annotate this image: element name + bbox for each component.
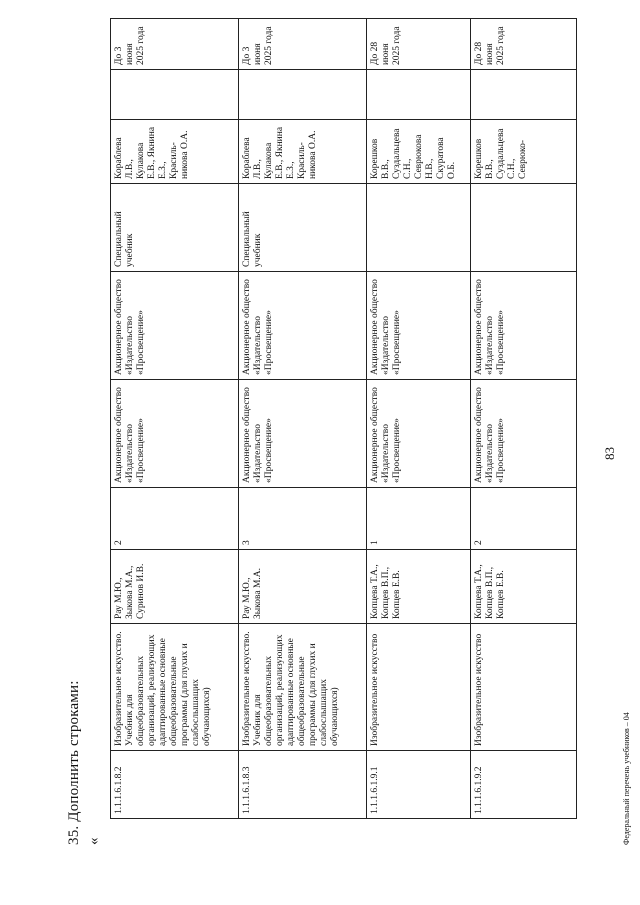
- cell-extra: [111, 70, 239, 120]
- cell-experts: Кораблева Л.В., Кулакова Е.В., Якнина Е.З., Красильникова О.А.: [111, 120, 239, 184]
- cell-extra: [367, 70, 471, 120]
- cell-textbook-type: [471, 184, 577, 272]
- cell-publisher: Акционерное общество «Издательство «Просвещение»: [111, 380, 239, 488]
- cell-title: Изобразительное искусство: [367, 624, 471, 751]
- cell-deadline: До 3 июня 2025 года: [239, 19, 367, 70]
- page-number: 83: [602, 447, 617, 460]
- cell-authors: Копцева Т.А., Копцев В.П., Копцев Е.В.: [471, 550, 577, 624]
- table-row: [471, 19, 577, 819]
- cell-textbook-type: [367, 184, 471, 272]
- cell-authors: Рау М.Ю., Зыкова М.А., Суринов И.В.: [111, 550, 239, 624]
- cell-authors: Копцева Т.А., Копцев В.П., Копцев Е.В.: [367, 550, 471, 624]
- opening-quote: «: [86, 837, 102, 845]
- cell-rights-holder: Акционерное общество «Издательство «Просвещение»: [471, 272, 577, 380]
- cell-deadline: До 28 июня 2025 года: [367, 19, 471, 70]
- table-row: [111, 19, 239, 819]
- cell-grade: 2: [111, 488, 239, 550]
- cell-deadline: До 28 июня 2025 года: [471, 19, 577, 70]
- cell-deadline: До 3 июня 2025 года: [111, 19, 239, 70]
- cell-rights-holder: Акционерное общество «Издательство «Просвещение»: [111, 272, 239, 380]
- cell-publisher: Акционерное общество «Издательство «Просвещение»: [367, 380, 471, 488]
- cell-experts: Корешков В.В., Суздальцева С.Н., Севрюко-: [471, 120, 577, 184]
- cell-grade: 2: [471, 488, 577, 550]
- cell-experts: Корешков В.В., Суздальцева С.Н., Севрюкова Н.В., Скуратова О.Б.: [367, 120, 471, 184]
- cell-extra: [471, 70, 577, 120]
- cell-grade: 1: [367, 488, 471, 550]
- cell-publisher: Акционерное общество «Издательство «Просвещение»: [471, 380, 577, 488]
- cell-textbook-type: Специальный учебник: [111, 184, 239, 272]
- cell-title: Изобразительное искусство. Учебник для общеобразовательных организаций, реализующих адаптированные основные общеобразовательные программы (для глухих и слабослышащих обучающихся): [239, 624, 367, 751]
- table-row: [367, 19, 471, 819]
- cell-rights-holder: Акционерное общество «Издательство «Просвещение»: [367, 272, 471, 380]
- cell-code: 1.1.1.6.1.8.2: [111, 751, 239, 819]
- cell-publisher: Акционерное общество «Издательство «Просвещение»: [239, 380, 367, 488]
- cell-grade: 3: [239, 488, 367, 550]
- cell-extra: [239, 70, 367, 120]
- cell-code: 1.1.1.6.1.9.1: [367, 751, 471, 819]
- cell-title: Изобразительное искусство. Учебник для общеобразовательных организаций, реализующих адаптированные основные общеобразовательные программы (для глухих и слабослышащих обучающихся): [111, 624, 239, 751]
- table-row: [239, 19, 367, 819]
- cell-authors: Рау М.Ю., Зыкова М.А.: [239, 550, 367, 624]
- cell-rights-holder: Акционерное общество «Издательство «Просвещение»: [239, 272, 367, 380]
- cell-experts: Кораблева Л.В., Кулакова Е.В., Якнина Е.З., Красильникова О.А.: [239, 120, 367, 184]
- cell-code: 1.1.1.6.1.9.2: [471, 751, 577, 819]
- textbook-table: [110, 19, 577, 819]
- cell-title: Изобразительное искусство: [471, 624, 577, 751]
- section-heading: 35. Дополнить строками:: [66, 680, 82, 845]
- cell-code: 1.1.1.6.1.8.3: [239, 751, 367, 819]
- document-footer: Федеральный перечень учебников – 04: [622, 712, 631, 845]
- cell-textbook-type: Специальный учебник: [239, 184, 367, 272]
